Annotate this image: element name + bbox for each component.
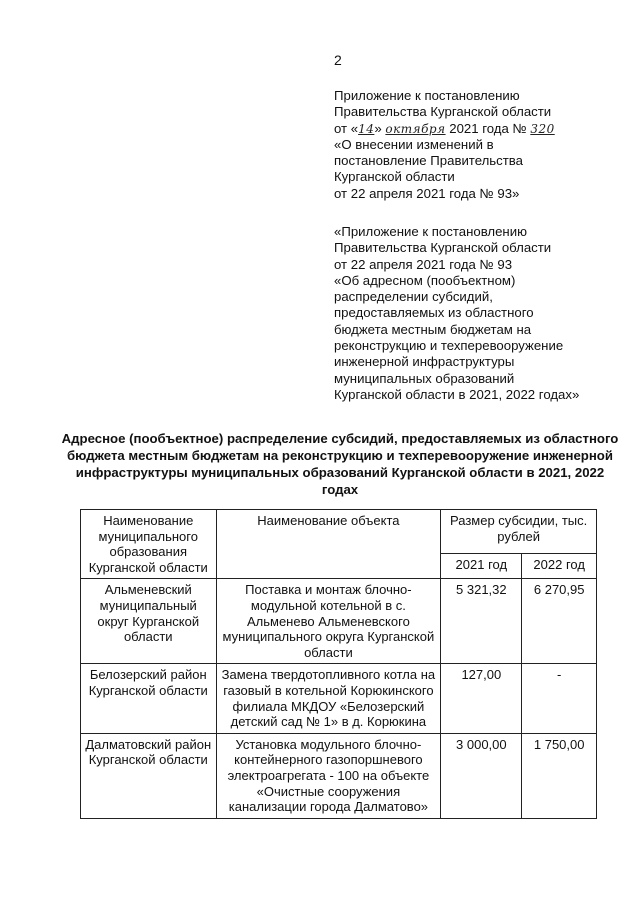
appendix-line: предоставляемых из областного bbox=[334, 305, 534, 321]
cell-2022: 1 750,00 bbox=[522, 733, 597, 818]
appendix-line: «Об адресном (пообъектном) bbox=[334, 272, 516, 288]
handwritten-day: 14 bbox=[358, 121, 375, 136]
appendix-line: Приложение к постановлению bbox=[334, 88, 520, 103]
document-title: Адресное (пообъектное) распределение субсидий, предоставляемых из областного бюджета местным бюджетам на реконструкцию и техперевооружение инженерной инфраструктуры муниципальных образований Курганской области в 2021, 2022 годах bbox=[61, 431, 619, 497]
appendix-line: Правительства Курганской области bbox=[334, 240, 552, 256]
table-header-row bbox=[81, 510, 597, 554]
header-year-2021: 2021 год bbox=[441, 553, 522, 579]
appendix-line: Курганской области bbox=[334, 169, 455, 185]
appendix-line: Правительства Курганской области bbox=[334, 104, 552, 120]
cell-object: Замена твердотопливного котла на газовый в котельной Корюкинского филиала МКДОУ «Белозерский детский сад № 1» в д. Корюкина bbox=[216, 664, 441, 733]
header-object: Наименование объекта bbox=[216, 510, 441, 579]
handwritten-number: 320 bbox=[530, 121, 555, 136]
appendix-line: муниципальных образований bbox=[334, 370, 515, 386]
appendix-line: от 22 апреля 2021 года № 93» bbox=[334, 185, 520, 201]
appendix-line: «Приложение к постановлению bbox=[334, 224, 527, 239]
header-year-2022: 2022 год bbox=[522, 553, 597, 579]
cell-2022: - bbox=[522, 664, 597, 733]
header-municipality: Наименование муниципального образования Курганской области bbox=[81, 510, 217, 579]
cell-2022: 6 270,95 bbox=[522, 579, 597, 664]
cell-2021: 5 321,32 bbox=[441, 579, 522, 664]
cell-object: Поставка и монтаж блочно-модульной котельной в с. Альменево Альменевского муниципального округа Курганской области bbox=[216, 579, 441, 664]
subsidy-table bbox=[80, 509, 597, 819]
appendix-line: от 22 апреля 2021 года № 93 bbox=[334, 256, 513, 272]
table-row bbox=[81, 579, 597, 664]
appendix-line: Курганской области в 2021, 2022 годах» bbox=[334, 386, 580, 402]
appendix-quote bbox=[334, 224, 579, 403]
appendix-date-line bbox=[334, 121, 555, 137]
appendix-header bbox=[334, 88, 555, 202]
appendix-line: постановление Правительства bbox=[334, 153, 523, 169]
table-row bbox=[81, 664, 597, 733]
table-row bbox=[81, 733, 597, 818]
appendix-line: инженерной инфраструктуры bbox=[334, 354, 515, 370]
cell-object: Установка модульного блочно-контейнерного газопоршневого электроагрегата - 100 на объекте «Очистные сооружения канализации города Далматово» bbox=[216, 733, 441, 818]
header-subsidy: Размер субсидии, тыс. рублей bbox=[441, 510, 597, 554]
appendix-line: «О внесении изменений в bbox=[334, 136, 494, 152]
date-sep: » bbox=[374, 120, 382, 136]
page-number: 2 bbox=[334, 52, 342, 68]
cell-municipality: Далматовский район Курганской области bbox=[81, 733, 217, 818]
appendix-line: реконструкцию и техперевооружение bbox=[334, 338, 564, 354]
appendix-line: распределении субсидий, bbox=[334, 289, 493, 305]
appendix-line: бюджета местным бюджетам на bbox=[334, 321, 532, 337]
cell-municipality: Белозерский район Курганской области bbox=[81, 664, 217, 733]
date-prefix: от « bbox=[334, 120, 359, 136]
cell-2021: 127,00 bbox=[441, 664, 522, 733]
cell-municipality: Альменевский муниципальный округ Курганской области bbox=[81, 579, 217, 664]
cell-2021: 3 000,00 bbox=[441, 733, 522, 818]
date-year: 2021 года № bbox=[449, 120, 527, 136]
handwritten-month: октября bbox=[385, 121, 446, 136]
